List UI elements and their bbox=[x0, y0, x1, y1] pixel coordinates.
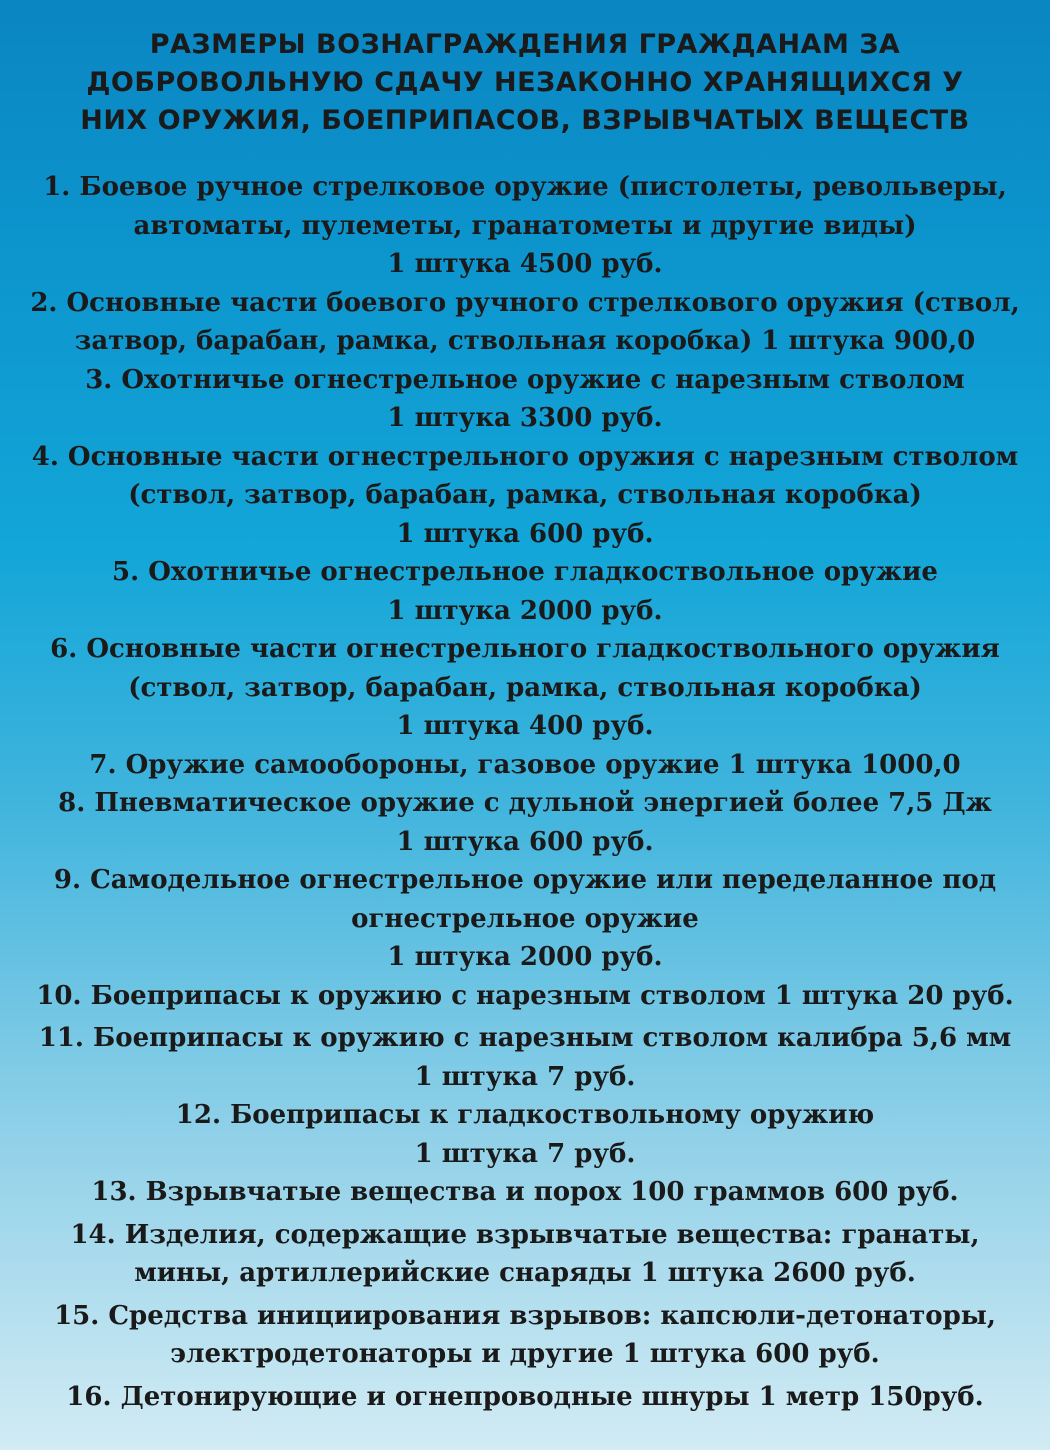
item-line: мины, артиллерийские снаряды 1 штука 2600 руб. bbox=[134, 1258, 916, 1288]
item-line: 16. Детонирующие и огнепроводные шнуры 1 метр 150руб. bbox=[66, 1381, 984, 1412]
item-line: 13. Взрывчатые вещества и порох 100 граммов 600 руб. bbox=[91, 1177, 959, 1207]
item-line: 8. Пневматическое оружие с дульной энергией более 7,5 Дж bbox=[58, 788, 992, 818]
reward-item-15 bbox=[0, 1297, 1050, 1374]
item-line: 4. Основные части огнестрельного оружия с нарезным стволом bbox=[31, 441, 1019, 472]
item-line: (ствол, затвор, барабан, рамка, ствольная коробка) bbox=[128, 480, 922, 510]
reward-item-1 bbox=[0, 168, 1050, 284]
item-line: 1 штука 600 руб. bbox=[396, 518, 654, 549]
reward-item-8 bbox=[0, 784, 1050, 861]
item-line: 1 штука 600 руб. bbox=[396, 826, 654, 857]
reward-list bbox=[0, 168, 1050, 1416]
item-line: 1 штука 2000 руб. bbox=[387, 942, 663, 972]
item-line: 14. Изделия, содержащие взрывчатые вещества: гранаты, bbox=[70, 1219, 980, 1250]
item-line: 2. Основные части боевого ручного стрелкового оружия (ствол, bbox=[30, 287, 1020, 318]
page-title bbox=[0, 26, 1050, 140]
item-line: 9. Самодельное огнестрельное оружие или переделанное под bbox=[53, 865, 997, 895]
item-line: (ствол, затвор, барабан, рамка, ствольная коробка) bbox=[128, 672, 922, 703]
item-line: электродетонаторы и другие 1 штука 600 руб. bbox=[170, 1339, 880, 1369]
item-line: 11. Боеприпасы к оружию с нарезным стволом калибра 5,6 мм bbox=[38, 1023, 1012, 1053]
item-line: 1 штука 7 руб. bbox=[414, 1138, 636, 1169]
item-line: 15. Средства инициирования взрывов: капсюли-детонаторы, bbox=[54, 1300, 996, 1331]
reward-item-9 bbox=[0, 861, 1050, 977]
reward-item-2 bbox=[0, 284, 1050, 361]
title-line: ДОБРОВОЛЬНУЮ СДАЧУ НЕЗАКОННО ХРАНЯЩИХСЯ У bbox=[86, 67, 964, 98]
reward-item-12 bbox=[0, 1096, 1050, 1173]
reward-item-13 bbox=[0, 1173, 1050, 1212]
item-line: 12. Боеприпасы к гладкоствольному оружию bbox=[175, 1100, 875, 1130]
reward-item-3 bbox=[0, 361, 1050, 438]
title-line: НИХ ОРУЖИЯ, БОЕПРИПАСОВ, ВЗРЫВЧАТЫХ ВЕЩЕСТВ bbox=[80, 105, 970, 136]
item-line: затвор, барабан, рамка, ствольная коробка) 1 штука 900,0 bbox=[74, 326, 976, 356]
item-line: автоматы, пулеметы, гранатометы и другие виды) bbox=[133, 210, 917, 241]
reward-item-14 bbox=[0, 1216, 1050, 1293]
item-line: 1 штука 3300 руб. bbox=[387, 403, 663, 433]
item-line: 7. Оружие самообороны, газовое оружие 1 штука 1000,0 bbox=[89, 749, 961, 780]
item-line: 5. Охотничье огнестрельное гладкоствольное оружие bbox=[112, 557, 938, 587]
item-line: огнестрельное оружие bbox=[351, 903, 699, 934]
reward-item-7 bbox=[0, 746, 1050, 785]
item-line: 10. Боеприпасы к оружию с нарезным стволом 1 штука 20 руб. bbox=[36, 980, 1014, 1011]
reward-item-4 bbox=[0, 438, 1050, 554]
item-line: 1 штука 4500 руб. bbox=[387, 249, 663, 279]
reward-item-6 bbox=[0, 630, 1050, 746]
item-line: 1 штука 7 руб. bbox=[414, 1061, 636, 1092]
item-line: 1 штука 2000 руб. bbox=[387, 595, 663, 626]
item-line: 1. Боевое ручное стрелковое оружие (пистолеты, револьверы, bbox=[43, 172, 1007, 202]
reward-item-5 bbox=[0, 553, 1050, 630]
item-line: 3. Охотничье огнестрельное оружие с нарезным стволом bbox=[85, 364, 965, 395]
reward-item-10 bbox=[0, 977, 1050, 1016]
reward-item-16 bbox=[0, 1378, 1050, 1417]
item-line: 6. Основные части огнестрельного гладкоствольного оружия bbox=[50, 634, 1000, 664]
item-line: 1 штука 400 руб. bbox=[396, 711, 654, 741]
title-line: РАЗМЕРЫ ВОЗНАГРАЖДЕНИЯ ГРАЖДАНАМ ЗА bbox=[149, 29, 901, 60]
reward-item-11 bbox=[0, 1019, 1050, 1096]
